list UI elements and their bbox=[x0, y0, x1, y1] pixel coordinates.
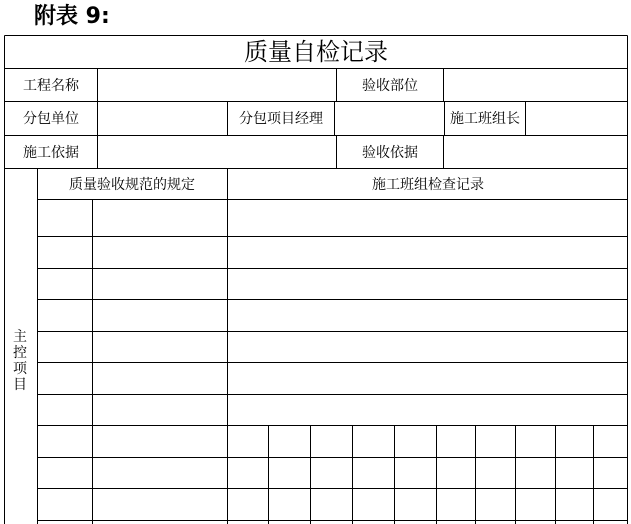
main-items-label-char: 目 bbox=[13, 377, 27, 393]
subcontract-pm-label: 分包项目经理 bbox=[239, 111, 323, 127]
subcontract-unit-label: 分包单位 bbox=[23, 111, 79, 127]
main-items-label-char: 主 bbox=[13, 329, 27, 345]
main-items-label-char: 控 bbox=[13, 345, 27, 361]
appendix-label: 附表 9: bbox=[34, 4, 110, 29]
construction-basis-label: 施工依据 bbox=[23, 145, 79, 161]
spec-header: 质量验收规范的规定 bbox=[69, 177, 195, 193]
form-grid-lines bbox=[5, 36, 628, 524]
team-leader-label: 施工班组长 bbox=[450, 111, 520, 127]
inspection-part-label: 验收部位 bbox=[362, 78, 418, 94]
record-header: 施工班组检查记录 bbox=[372, 177, 484, 193]
form-title: 质量自检记录 bbox=[244, 38, 388, 66]
acceptance-basis-label: 验收依据 bbox=[362, 145, 418, 161]
main-items-label-char: 项 bbox=[13, 361, 27, 377]
project-name-label: 工程名称 bbox=[23, 78, 79, 94]
